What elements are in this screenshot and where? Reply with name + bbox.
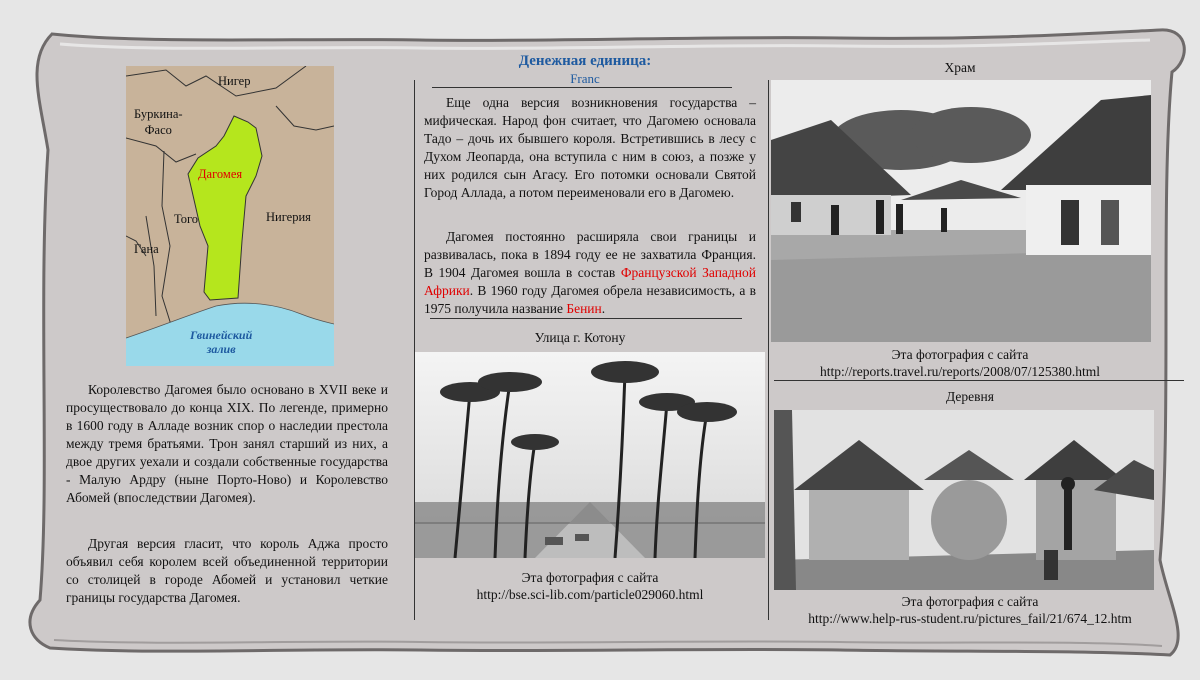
temple-photo bbox=[771, 80, 1151, 342]
column-divider-2 bbox=[768, 80, 769, 620]
village-title: Деревня bbox=[946, 389, 994, 404]
left-paragraph-1: Королевство Дагомея было основано в XVII веке и просуществовало до конца XIX. По легенде, примерно в 1600 году в Алладе возник спор о наследии престола между тремя братьями. Трон занял старший из них, а двое других уехали и создали собственные государства - Малую Ардру (ныне Порто-Ново) и Королевство Абомей (впоследствии Дагомея). bbox=[66, 382, 388, 505]
map-of-dahomey bbox=[126, 66, 334, 366]
map-label-gulf: Гвинейский залив bbox=[190, 328, 253, 356]
street-source-url[interactable]: http://bse.sci-lib.com/particle029060.html bbox=[476, 587, 704, 602]
temple-source-url[interactable]: http://reports.travel.ru/reports/2008/07/125380.html bbox=[819, 364, 1101, 379]
currency-underline bbox=[432, 87, 732, 88]
map-label-togo: Того bbox=[174, 212, 199, 226]
left-paragraph-2: Другая версия гласит, что король Аджа просто объявил себя королем всей объединенной территории со столицей в городе Абомей и установил четкие границы государства Дагомея. bbox=[66, 536, 388, 605]
street-caption: Улица г. Котону bbox=[534, 330, 626, 345]
map-label-dahomey: Дагомея bbox=[198, 167, 243, 181]
map-label-burkina: Буркина- Фасо bbox=[134, 107, 183, 137]
middle-divider bbox=[430, 318, 742, 319]
currency-value: Franc bbox=[570, 71, 600, 86]
map-label-ghana: Гана bbox=[134, 242, 159, 256]
temple-title: Храм bbox=[944, 60, 976, 75]
street-photo bbox=[415, 352, 765, 558]
temple-source-label: Эта фотография с сайта bbox=[891, 347, 1029, 362]
middle-paragraph-1: Еще одна версия возникновения государства – мифическая. Народ фон считает, что Дагомею основала Тадо – дочь их бывшего короля. Встретившись в лесу с Духом Леопарда, она вступила с ним в союз, а позже у них родился сын Агасу. Его потомки основали Святой Город Аллада, а потом переименовали его в Дагомею. bbox=[424, 95, 756, 200]
street-source-label: Эта фотография с сайта bbox=[521, 570, 659, 585]
village-source-label: Эта фотография с сайта bbox=[901, 594, 1039, 609]
map-label-niger: Нигер bbox=[218, 74, 251, 88]
village-photo bbox=[774, 410, 1154, 590]
middle-paragraph-2: Дагомея постоянно расширяла свои границы и развивалась, пока в 1894 году ее не захватила Франция. В 1904 Дагомея вошла в состав Французской Западной Африки. В 1960 году Дагомея обрела независимость, а в 1975 получила название Бенин. bbox=[424, 229, 756, 316]
link-benin[interactable]: Бенин bbox=[566, 301, 602, 316]
map-label-nigeria: Нигерия bbox=[266, 210, 311, 224]
link-french-west-africa[interactable]: Французской Западной Африки bbox=[424, 265, 756, 298]
right-divider bbox=[774, 380, 1184, 381]
currency-title: Денежная единица: bbox=[518, 53, 652, 69]
village-source-url[interactable]: http://www.help-rus-student.ru/pictures_fail/21/674_12.htm bbox=[808, 611, 1132, 626]
